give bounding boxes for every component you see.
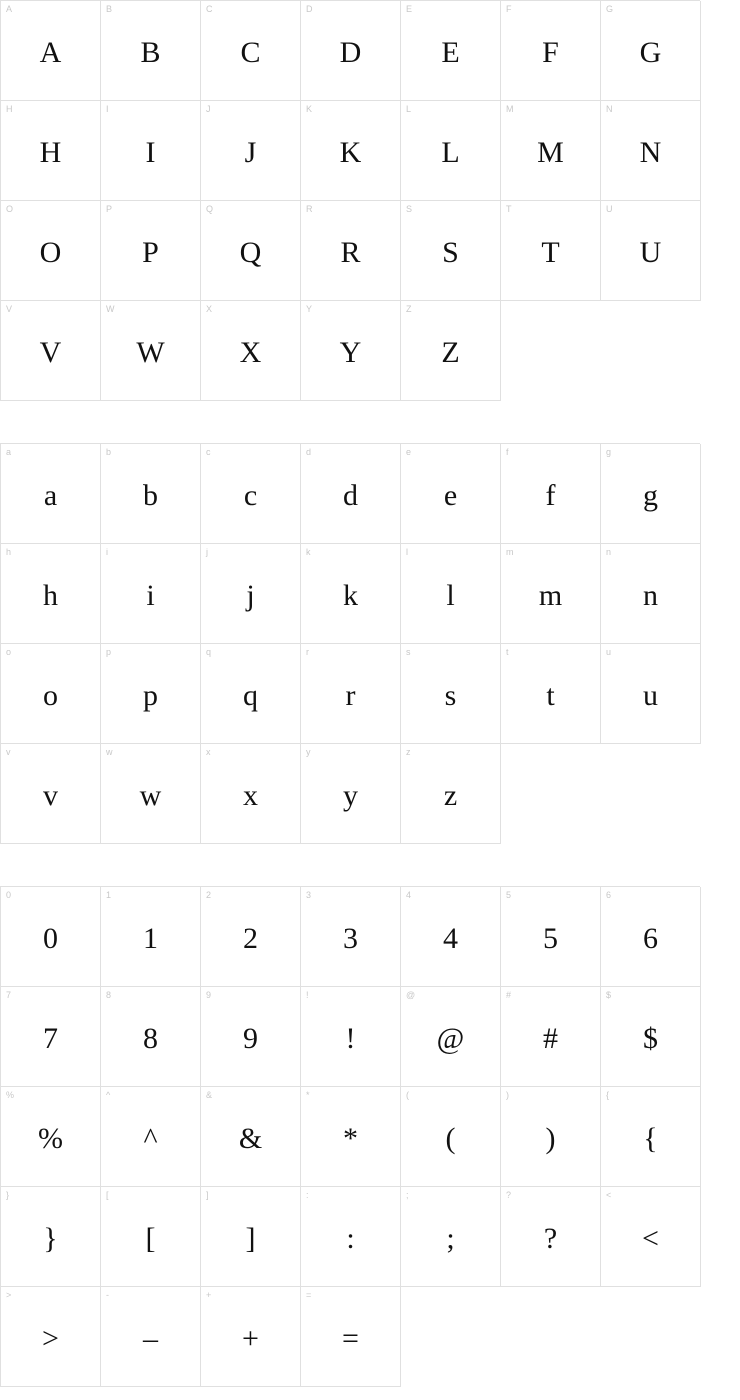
- glyph-cell[interactable]: [101, 444, 201, 544]
- glyph-code-label: q: [206, 647, 212, 657]
- glyph-sample: Y: [339, 335, 362, 369]
- glyph-sample: o: [43, 678, 58, 712]
- glyph-code-label: m: [506, 547, 514, 557]
- glyph-code-label: 2: [206, 890, 212, 900]
- glyph-cell[interactable]: [301, 987, 401, 1087]
- glyph-sample: K: [339, 135, 362, 169]
- glyph-sample: r: [345, 678, 356, 712]
- glyph-sample: {: [643, 1121, 658, 1155]
- glyph-cell[interactable]: [1, 987, 101, 1087]
- glyph-cell[interactable]: [401, 744, 501, 844]
- glyph-cell[interactable]: [101, 987, 201, 1087]
- glyph-code-label: ]: [206, 1190, 209, 1200]
- glyph-code-label: 8: [106, 990, 112, 1000]
- glyph-cell[interactable]: [101, 744, 201, 844]
- glyph-cell[interactable]: [401, 101, 501, 201]
- glyph-cell[interactable]: [301, 1287, 401, 1387]
- glyph-code-label: t: [506, 647, 509, 657]
- glyph-cell[interactable]: [201, 1187, 301, 1287]
- glyph-code-label: ?: [506, 1190, 512, 1200]
- glyph-sample: ;: [446, 1221, 455, 1255]
- glyph-sample: 3: [343, 921, 358, 955]
- glyph-code-label: E: [406, 4, 413, 14]
- glyph-code-label: J: [206, 104, 211, 114]
- glyph-sample: S: [442, 235, 459, 269]
- glyph-sample: X: [239, 335, 262, 369]
- glyph-sample: p: [143, 678, 158, 712]
- glyph-code-label: 4: [406, 890, 412, 900]
- glyph-sample: N: [639, 135, 662, 169]
- glyph-sample: l: [446, 578, 455, 612]
- glyph-cell[interactable]: [101, 1287, 201, 1387]
- glyph-cell[interactable]: [601, 1087, 701, 1187]
- glyph-sample: }: [43, 1221, 58, 1255]
- glyph-sample: 1: [143, 921, 158, 955]
- glyph-code-label: 7: [6, 990, 12, 1000]
- glyph-code-label: V: [6, 304, 13, 314]
- glyph-cell[interactable]: [301, 544, 401, 644]
- glyph-sample: T: [541, 235, 560, 269]
- glyph-sample: %: [38, 1121, 63, 1155]
- glyph-cell[interactable]: [601, 644, 701, 744]
- glyph-code-label: :: [306, 1190, 309, 1200]
- glyph-cell[interactable]: [501, 201, 601, 301]
- glyph-code-label: !: [306, 990, 309, 1000]
- glyph-code-label: }: [6, 1190, 10, 1200]
- glyph-cell[interactable]: [401, 987, 501, 1087]
- glyph-cell[interactable]: [101, 1087, 201, 1187]
- glyph-cell[interactable]: [601, 101, 701, 201]
- glyph-sample: D: [339, 35, 362, 69]
- glyph-cell[interactable]: [201, 887, 301, 987]
- glyph-sample: 7: [43, 1021, 58, 1055]
- glyph-code-label: 0: [6, 890, 12, 900]
- glyph-code-label: a: [6, 447, 12, 457]
- glyph-cell[interactable]: [201, 201, 301, 301]
- grid-spacer: [501, 1287, 601, 1387]
- glyph-code-label: X: [206, 304, 213, 314]
- glyph-code-label: j: [206, 547, 208, 557]
- glyph-code-label: G: [606, 4, 614, 14]
- glyph-sample: G: [639, 35, 662, 69]
- glyph-sample: v: [43, 778, 58, 812]
- glyph-code-label: H: [6, 104, 13, 114]
- glyph-code-label: {: [606, 1090, 610, 1100]
- glyph-cell[interactable]: [1, 1187, 101, 1287]
- glyph-sample: 5: [543, 921, 558, 955]
- glyph-code-label: <: [606, 1190, 612, 1200]
- glyph-cell[interactable]: [1, 644, 101, 744]
- glyph-cell[interactable]: [401, 301, 501, 401]
- glyph-code-label: ;: [406, 1190, 409, 1200]
- glyph-cell[interactable]: [301, 1187, 401, 1287]
- glyph-cell[interactable]: [601, 987, 701, 1087]
- glyph-code-label: S: [406, 204, 413, 214]
- glyph-sample: m: [538, 578, 563, 612]
- glyph-code-label: *: [306, 1090, 310, 1100]
- glyph-cell[interactable]: [101, 544, 201, 644]
- glyph-code-label: p: [106, 647, 112, 657]
- glyph-cell[interactable]: [201, 1287, 301, 1387]
- glyph-section-symbols: [0, 886, 740, 1387]
- glyph-cell[interactable]: [1, 887, 101, 987]
- glyph-code-label: 1: [106, 890, 112, 900]
- glyph-sample: z: [443, 778, 458, 812]
- glyph-sample: d: [343, 478, 358, 512]
- glyph-sample: >: [42, 1321, 59, 1355]
- glyph-sample: Q: [239, 235, 262, 269]
- glyph-sample: y: [343, 778, 358, 812]
- glyph-cell[interactable]: [101, 1187, 201, 1287]
- glyph-cell[interactable]: [301, 1087, 401, 1187]
- glyph-cell[interactable]: [101, 887, 201, 987]
- glyph-code-label: R: [306, 204, 313, 214]
- glyph-sample: V: [39, 335, 62, 369]
- glyph-code-label: s: [406, 647, 411, 657]
- glyph-code-label: 9: [206, 990, 212, 1000]
- glyph-cell[interactable]: [201, 544, 301, 644]
- glyph-sample: F: [542, 35, 559, 69]
- glyph-code-label: (: [406, 1090, 409, 1100]
- glyph-sample: #: [543, 1021, 558, 1055]
- glyph-code-label: N: [606, 104, 613, 114]
- glyph-sample: U: [639, 235, 662, 269]
- glyph-cell[interactable]: [401, 1087, 501, 1187]
- glyph-cell[interactable]: [501, 444, 601, 544]
- glyph-sample: –: [143, 1321, 158, 1355]
- glyph-sample: L: [441, 135, 460, 169]
- glyph-code-label: o: [6, 647, 12, 657]
- glyph-sample: b: [143, 478, 158, 512]
- glyph-sample: A: [39, 35, 62, 69]
- glyph-sample: B: [140, 35, 161, 69]
- glyph-code-label: I: [106, 104, 109, 114]
- glyph-cell[interactable]: [201, 101, 301, 201]
- glyph-sample: M: [537, 135, 564, 169]
- glyph-code-label: d: [306, 447, 312, 457]
- glyph-code-label: Z: [406, 304, 412, 314]
- glyph-grid-symbols: [0, 886, 700, 1387]
- glyph-code-label: B: [106, 4, 113, 14]
- glyph-cell[interactable]: [601, 444, 701, 544]
- glyph-code-label: b: [106, 447, 112, 457]
- glyph-cell[interactable]: [301, 1, 401, 101]
- glyph-code-label: f: [506, 447, 509, 457]
- glyph-cell[interactable]: [501, 1087, 601, 1187]
- glyph-code-label: z: [406, 747, 411, 757]
- glyph-sample: u: [643, 678, 658, 712]
- glyph-code-label: -: [106, 1290, 109, 1300]
- glyph-cell[interactable]: [501, 101, 601, 201]
- glyph-sample: q: [243, 678, 258, 712]
- glyph-cell[interactable]: [501, 887, 601, 987]
- glyph-code-label: [: [106, 1190, 109, 1200]
- glyph-cell[interactable]: [501, 987, 601, 1087]
- glyph-cell[interactable]: [401, 201, 501, 301]
- glyph-sample: x: [243, 778, 258, 812]
- glyph-cell[interactable]: [401, 1, 501, 101]
- glyph-cell[interactable]: [301, 201, 401, 301]
- glyph-cell[interactable]: [301, 644, 401, 744]
- glyph-code-label: i: [106, 547, 108, 557]
- glyph-cell[interactable]: [401, 887, 501, 987]
- glyph-code-label: h: [6, 547, 12, 557]
- glyph-code-label: ^: [106, 1090, 111, 1100]
- glyph-cell[interactable]: [1, 1087, 101, 1187]
- glyph-code-label: c: [206, 447, 211, 457]
- glyph-sample: g: [643, 478, 658, 512]
- grid-spacer: [601, 1287, 701, 1387]
- glyph-cell[interactable]: [1, 1, 101, 101]
- glyph-sample: 8: [143, 1021, 158, 1055]
- glyph-sample: f: [545, 478, 556, 512]
- glyph-sample: e: [443, 478, 458, 512]
- glyph-sample: !: [345, 1021, 356, 1055]
- glyph-cell[interactable]: [101, 644, 201, 744]
- glyph-cell[interactable]: [1, 444, 101, 544]
- glyph-cell[interactable]: [1, 744, 101, 844]
- grid-spacer: [501, 744, 601, 844]
- glyph-sample: H: [39, 135, 62, 169]
- glyph-code-label: x: [206, 747, 211, 757]
- glyph-cell[interactable]: [1, 101, 101, 201]
- glyph-code-label: P: [106, 204, 113, 214]
- glyph-cell[interactable]: [201, 1, 301, 101]
- glyph-code-label: K: [306, 104, 313, 114]
- glyph-sample: &: [238, 1121, 263, 1155]
- glyph-grid-uppercase: [0, 0, 700, 401]
- glyph-cell[interactable]: [501, 1187, 601, 1287]
- glyph-cell[interactable]: [201, 1087, 301, 1187]
- glyph-sample: Z: [441, 335, 460, 369]
- glyph-cell[interactable]: [401, 1187, 501, 1287]
- glyph-sample: C: [240, 35, 261, 69]
- glyph-sample: <: [642, 1221, 659, 1255]
- glyph-sample: (: [445, 1121, 456, 1155]
- glyph-code-label: @: [406, 990, 416, 1000]
- glyph-cell[interactable]: [401, 644, 501, 744]
- glyph-sample: $: [643, 1021, 658, 1055]
- glyph-code-label: C: [206, 4, 213, 14]
- glyph-sample: c: [243, 478, 258, 512]
- glyph-cell[interactable]: [201, 301, 301, 401]
- glyph-cell[interactable]: [601, 1, 701, 101]
- glyph-code-label: u: [606, 647, 612, 657]
- glyph-sample: s: [444, 678, 457, 712]
- glyph-sample: :: [346, 1221, 355, 1255]
- glyph-sample: k: [343, 578, 358, 612]
- glyph-code-label: e: [406, 447, 412, 457]
- glyph-sample: =: [342, 1321, 359, 1355]
- glyph-code-label: g: [606, 447, 612, 457]
- glyph-code-label: O: [6, 204, 14, 214]
- glyph-cell[interactable]: [501, 1, 601, 101]
- glyph-cell[interactable]: [1, 201, 101, 301]
- glyph-code-label: r: [306, 647, 309, 657]
- glyph-sample: P: [142, 235, 159, 269]
- glyph-code-label: 5: [506, 890, 512, 900]
- glyph-sample: +: [242, 1321, 259, 1355]
- glyph-sample: j: [246, 578, 255, 612]
- glyph-sample: [: [145, 1221, 156, 1255]
- glyph-cell[interactable]: [601, 544, 701, 644]
- glyph-cell[interactable]: [401, 444, 501, 544]
- glyph-sample: E: [441, 35, 460, 69]
- glyph-code-label: F: [506, 4, 512, 14]
- glyph-code-label: A: [6, 4, 13, 14]
- glyph-sample: a: [43, 478, 58, 512]
- glyph-code-label: =: [306, 1290, 312, 1300]
- glyph-sample: *: [343, 1121, 358, 1155]
- glyph-code-label: y: [306, 747, 311, 757]
- glyph-sample: i: [146, 578, 155, 612]
- grid-spacer: [401, 1287, 501, 1387]
- glyph-sample: t: [546, 678, 555, 712]
- glyph-code-label: D: [306, 4, 313, 14]
- glyph-sample: R: [340, 235, 361, 269]
- glyph-code-label: >: [6, 1290, 12, 1300]
- glyph-sample: 4: [443, 921, 458, 955]
- glyph-code-label: +: [206, 1290, 212, 1300]
- glyph-cell[interactable]: [201, 644, 301, 744]
- glyph-code-label: W: [106, 304, 115, 314]
- glyph-sample: w: [139, 778, 162, 812]
- grid-spacer: [501, 301, 601, 401]
- glyph-sample: @: [436, 1021, 465, 1055]
- glyph-cell[interactable]: [301, 444, 401, 544]
- glyph-cell[interactable]: [301, 101, 401, 201]
- glyph-section-uppercase: [0, 0, 740, 401]
- glyph-cell[interactable]: [601, 887, 701, 987]
- grid-spacer: [601, 744, 701, 844]
- glyph-cell[interactable]: [1, 301, 101, 401]
- grid-spacer: [601, 301, 701, 401]
- glyph-sample: 6: [643, 921, 658, 955]
- glyph-sample: W: [136, 335, 165, 369]
- glyph-code-label: L: [406, 104, 412, 114]
- glyph-sample: 2: [243, 921, 258, 955]
- glyph-cell[interactable]: [201, 987, 301, 1087]
- glyph-sample: 0: [43, 921, 58, 955]
- glyph-cell[interactable]: [501, 544, 601, 644]
- glyph-cell[interactable]: [301, 744, 401, 844]
- glyph-sample: J: [244, 135, 257, 169]
- glyph-section-lowercase: [0, 443, 740, 844]
- glyph-code-label: k: [306, 547, 311, 557]
- glyph-cell[interactable]: [201, 744, 301, 844]
- glyph-cell[interactable]: [601, 201, 701, 301]
- glyph-cell[interactable]: [201, 444, 301, 544]
- glyph-cell[interactable]: [1, 544, 101, 644]
- glyph-cell[interactable]: [101, 1, 201, 101]
- glyph-code-label: $: [606, 990, 612, 1000]
- glyph-sample: ]: [245, 1221, 256, 1255]
- glyph-sample: n: [643, 578, 658, 612]
- glyph-sample: I: [145, 135, 156, 169]
- glyph-code-label: w: [106, 747, 113, 757]
- glyph-cell[interactable]: [1, 1287, 101, 1387]
- glyph-code-label: T: [506, 204, 512, 214]
- glyph-sample: ^: [143, 1121, 158, 1155]
- glyph-cell[interactable]: [601, 1187, 701, 1287]
- glyph-sample: O: [39, 235, 62, 269]
- glyph-code-label: ): [506, 1090, 509, 1100]
- glyph-cell[interactable]: [501, 644, 601, 744]
- glyph-cell[interactable]: [101, 301, 201, 401]
- glyph-sample: h: [43, 578, 58, 612]
- glyph-code-label: &: [206, 1090, 213, 1100]
- glyph-code-label: U: [606, 204, 613, 214]
- glyph-sample: ?: [543, 1221, 558, 1255]
- glyph-cell[interactable]: [101, 201, 201, 301]
- glyph-code-label: #: [506, 990, 512, 1000]
- glyph-cell[interactable]: [101, 101, 201, 201]
- glyph-code-label: v: [6, 747, 11, 757]
- glyph-cell[interactable]: [401, 544, 501, 644]
- glyph-cell[interactable]: [301, 887, 401, 987]
- glyph-code-label: Q: [206, 204, 214, 214]
- glyph-code-label: Y: [306, 304, 313, 314]
- glyph-code-label: l: [406, 547, 408, 557]
- glyph-sample: ): [545, 1121, 556, 1155]
- glyph-code-label: %: [6, 1090, 15, 1100]
- glyph-cell[interactable]: [301, 301, 401, 401]
- glyph-sample: 9: [243, 1021, 258, 1055]
- glyph-grid-lowercase: [0, 443, 700, 844]
- glyph-code-label: 3: [306, 890, 312, 900]
- glyph-code-label: 6: [606, 890, 612, 900]
- glyph-code-label: M: [506, 104, 514, 114]
- glyph-code-label: n: [606, 547, 612, 557]
